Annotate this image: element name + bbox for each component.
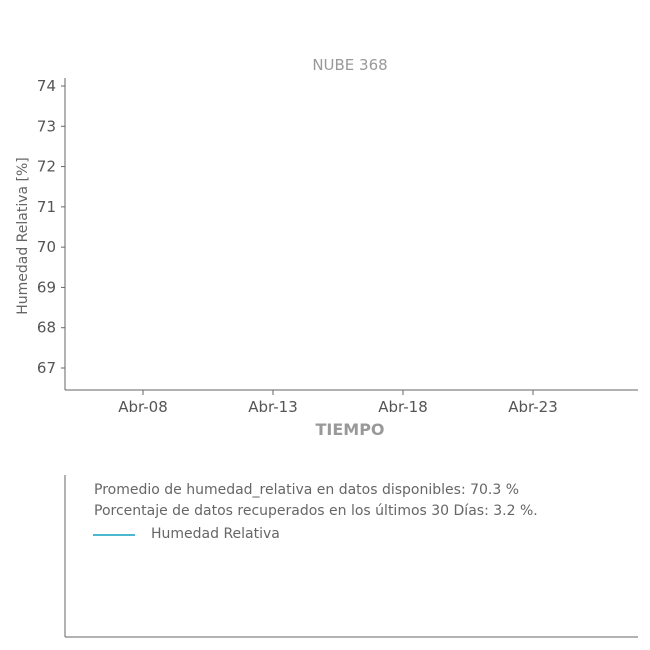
y-tick-label: 68: [36, 318, 56, 337]
y-tick-label: 67: [36, 359, 56, 377]
y-tick-label: 71: [36, 197, 56, 216]
x-axis-title: TIEMPO: [315, 420, 385, 439]
y-tick-label: 70: [36, 238, 56, 257]
legend-label-humedad-relativa: Humedad Relativa: [151, 526, 280, 542]
x-tick-label: Abr-23: [508, 398, 558, 416]
y-tick-label: 69: [36, 278, 56, 297]
x-tick-label: Abr-13: [248, 398, 298, 416]
y-tick-label: 73: [36, 117, 56, 136]
y-tick-label: 74: [36, 77, 56, 95]
y-axis-title: Humedad Relativa [%]: [15, 157, 31, 315]
y-ticks: [37, 77, 65, 377]
x-tick-label: Abr-18: [378, 398, 428, 416]
y-tick-label: 72: [36, 157, 56, 176]
x-tick-label: Abr-08: [118, 398, 168, 416]
info-average-text: Promedio de humedad_relativa en datos disponibles: 70.3 %: [94, 482, 520, 498]
chart-title: NUBE 368: [312, 56, 388, 74]
x-ticks: [118, 390, 558, 416]
info-percentage-text: Porcentaje de datos recuperados en los últimos 30 Días: 3.2 %.: [94, 503, 538, 519]
